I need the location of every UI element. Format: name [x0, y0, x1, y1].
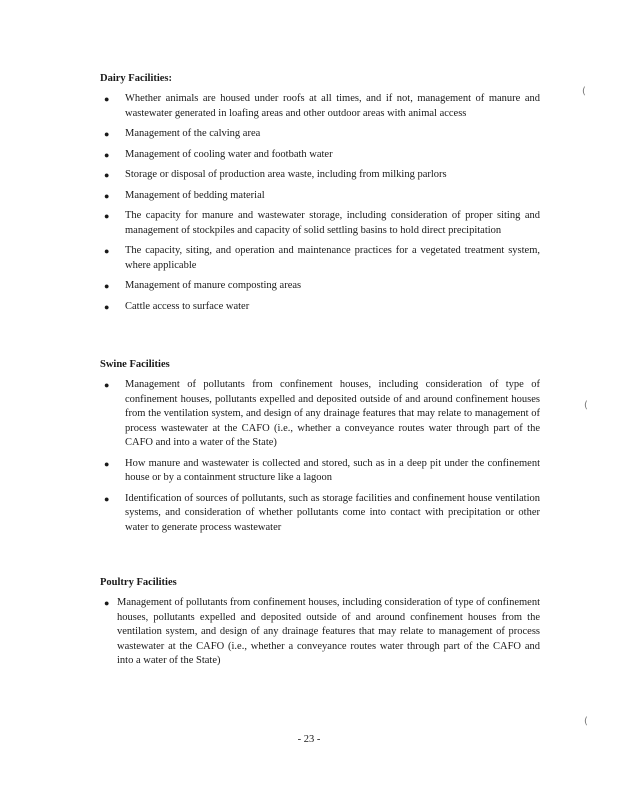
list-item: ● Whether animals are housed under roofs at all times, and if not, management of manure and wastewater generated in loafing areas and other outdoor areas with animal access [104, 93, 540, 119]
dairy-heading: Dairy Facilities: [100, 73, 173, 84]
bullet-icon: ● [104, 246, 110, 256]
bullet-icon: ● [104, 493, 110, 504]
swine-list [100, 378, 540, 535]
bullet-icon: ● [104, 458, 110, 469]
list-item: ● Cattle access to surface water [100, 300, 540, 315]
poultry-heading: Poultry Facilities [100, 577, 177, 588]
list-item: ● Management of pollutants from confinement houses, including consideration of type of confinement houses, pollutants expelled and deposited outside of and around confinement houses from the ventilation system, and design of any drainage features that may relate to management of process wastewater at the CAFO (i.e., whether a conveyance routes water through part of the CAFO and into a water of the State) [104, 379, 540, 448]
swine-heading: Swine Facilities [100, 359, 170, 370]
dairy-section [100, 72, 540, 320]
bullet-icon: ● [104, 598, 110, 608]
dairy-list [100, 92, 540, 314]
list-item: ● How manure and wastewater is collected and stored, such as in a deep pit under the confinement house or by a containment structure like a lagoon [104, 457, 540, 483]
bullet-icon: ● [104, 301, 110, 312]
list-item: ● Management of cooling water and footbath water [100, 148, 540, 163]
list-item: ● The capacity, siting, and operation and maintenance practices for a vegetated treatment system, where applicable [104, 245, 540, 271]
bullet-icon: ● [104, 190, 110, 201]
poultry-list [100, 596, 540, 669]
poultry-section [100, 576, 540, 675]
bullet-icon: ● [104, 94, 110, 104]
bullet-icon: ● [104, 149, 110, 160]
bullet-icon: ● [104, 281, 110, 291]
page-number: - 23 - [297, 734, 321, 745]
bullet-icon: ● [104, 380, 110, 390]
bullet-icon: ● [104, 211, 110, 221]
scan-mark-icon: ( [584, 400, 588, 411]
bullet-icon: ● [104, 170, 110, 180]
list-item: ● Management of pollutants from confinement houses, including consideration of type of confinement houses, pollutants expelled and deposited outside of and around confinement houses from the ventilation system, and design of any drainage features that may relate to management of process wastewater at the CAFO (i.e., whether a conveyance routes water through part of the CAFO and into a water of the State) [104, 597, 540, 666]
list-item: ● The capacity for manure and wastewater storage, including consideration of proper siting and management of stockpiles and capacity of solid settling basins to hold direct precipitation [104, 210, 540, 236]
swine-section [100, 358, 540, 541]
bullet-icon: ● [104, 129, 110, 139]
list-item: ● Management of the calving area [100, 127, 540, 142]
list-item: ● Management of bedding material [100, 189, 540, 204]
list-item: ● Storage or disposal of production area waste, including from milking parlors [100, 168, 540, 183]
scan-mark-icon: ( [582, 86, 586, 97]
list-item: ● Management of manure composting areas [100, 279, 540, 294]
scan-mark-icon: ( [584, 716, 588, 727]
list-item: ● Identification of sources of pollutants, such as storage facilities and confinement house ventilation systems, and consideration of whether pollutants come into contact with precipitation or other water to generate process wastewater [104, 492, 540, 533]
